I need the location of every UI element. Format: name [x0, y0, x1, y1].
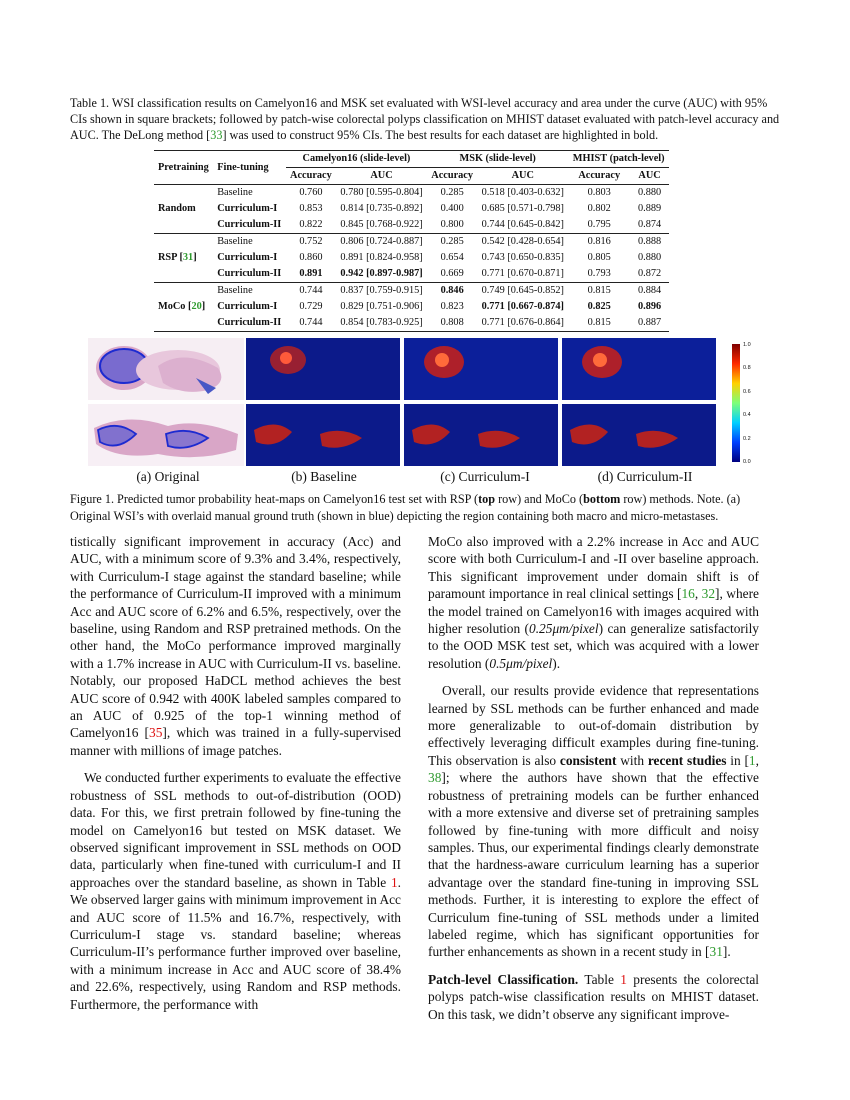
sublabel-baseline: (b) Baseline	[291, 469, 357, 484]
colorbar	[732, 344, 740, 462]
heatmap-curriculum1-top	[404, 338, 558, 400]
table-caption: Table 1. WSI classification results on Camelyon16 and MSK set evaluated with WSI-level accuracy and area under the curve (AUC) with 95% CIs shown in square brackets; followed by patch-wise colorectal polyps classification on MHIST dataset evaluated with patch-level accuracy and AUC. The DeLong method [33] was used to construct 95% CIs. The best results for each dataset are highlighted in bold.	[70, 96, 780, 143]
table-row: Curriculum-II 0.891 0.942 [0.897-0.987] 0.669 0.771 [0.670-0.871] 0.793 0.872	[217, 268, 662, 279]
citation-link[interactable]: 20	[191, 301, 202, 312]
citation-link[interactable]: 38	[428, 770, 442, 786]
section-heading: Patch-level Classification.	[428, 971, 579, 987]
table-row: Curriculum-I 0.729 0.829 [0.751-0.906] 0.823 0.771 [0.667-0.874] 0.825 0.896	[217, 301, 662, 312]
heatmap-curriculum2-bottom	[562, 404, 716, 466]
citation-link[interactable]: 16	[681, 586, 695, 602]
paragraph: Overall, our results provide evidence that representations learned by SSL methods can be further enhanced and made more generalizable to out-of-domain distribution by effectively leveraging difficult examples during fine-tuning. This observation is also consistent with recent studies in [1, 38]; where the authors have shown that the effective robustness of pretraining models can be further enhanced with a more extensive and diverse set of pretraining samples followed by fine-tuning with more difficult and noisy samples. Thus, our experimental findings clearly demonstrate that the hardness-aware curriculum learning has a superior advantage over the standard fine-tuning in improving SSL methods. Further, it is interesting to explore the effect of Curriculum fine-tuning of SSL methods under a limited labeled regime, which has significant opportunities for further enhancements as shown in a recent study in [31].	[428, 683, 759, 960]
heatmap-curriculum2-top	[562, 338, 716, 400]
heatmap-baseline-bottom	[246, 404, 400, 466]
results-table: Pretraining Fine-tuning Camelyon16 (slide-level) MSK (slide-level) MHIST (patch-level) Accuracy AUC Accuracy AUC Accuracy AUC Random Baseline 0.760 0.780 [0.595-0.804] 0.285 0.518 [0.403-0.632] 0.803 0.880 Curriculum-I 0.853 0.814 [0.735-0.892] 0.400 0.685 [0.571-0.798] 0.802 0.889 Curriculum-II 0.822 0.845 [0.768-0.922] 0.800 0.744 [0.645-0.842] 0.795 0.874 RSP [31] Baseline 0.752 0.806 [0.724-0.887] 0.285 0.542 [0.428-0.654] 0.816 0.888 Curriculum-I 0.860 0.891 [0.824-0.958] 0.654 0.743 [0.650-0.835] 0.805 0.880 Curriculum-II 0.891 0.942 [0.897-0.987] 0.669 0.771 [0.670-0.871] 0.793 0.872 MoCo [20] Baseline 0.744 0.837 [0.759-0.915] 0.846 0.749 [0.645-0.852] 0.815 0.884 Curriculum-I 0.729 0.829 [0.751-0.906] 0.823 0.771 [0.667-0.874] 0.825 0.896 Curriculum-II 0.744 0.854 [0.783-0.925] 0.808 0.771 [0.676-0.864] 0.815 0.887	[154, 150, 669, 332]
table-row: Curriculum-I 0.853 0.814 [0.735-0.892] 0.400 0.685 [0.571-0.798] 0.802 0.889	[217, 203, 662, 214]
citation-link[interactable]: 33	[210, 128, 223, 143]
citation-link[interactable]: 32	[701, 586, 716, 602]
pretraining-moco: MoCo [20]	[154, 283, 213, 332]
sublabel-original: (a) Original	[136, 469, 200, 484]
citation-link[interactable]: 31	[709, 944, 723, 960]
left-column	[70, 533, 401, 1023]
header-mhist: MHIST (patch-level)	[568, 151, 669, 168]
citation-link[interactable]: 1	[748, 752, 756, 768]
paragraph: MoCo also improved with a 2.2% increase in Acc and AUC score with both Curriculum-I and -II over baseline approach. This significant improvement under domain shift is of paramount importance in real clinical settings [16, 32], where the model trained on Camelyon16 with images acquired with higher resolution (0.25μm/pixel) can generalize satisfactorily to the OOD MSK test set, which was acquired with a lower resolution (0.5μm/pixel).	[428, 534, 759, 671]
pretraining-random: Random	[154, 185, 213, 234]
header-camelyon16: Camelyon16 (slide-level)	[286, 151, 427, 168]
pretraining-rsp: RSP [31]	[154, 234, 213, 283]
table-row: RSP [31] Baseline 0.752 0.806 [0.724-0.887] 0.285 0.542 [0.428-0.654] 0.816 0.888	[154, 234, 669, 251]
citation-link[interactable]: 31	[182, 252, 194, 263]
header-finetuning: Fine-tuning	[213, 151, 286, 185]
right-column	[428, 533, 759, 1033]
figure-caption: Figure 1. Predicted tumor probability heat-maps on Camelyon16 test set with RSP (top row) and MoCo (bottom row) methods. Note. (a) Original WSI’s with overlaid manual ground truth (shown in blue) depicting the region containing both macro and micro-metastases.	[70, 492, 741, 523]
heatmap-curriculum1-bottom	[404, 404, 558, 466]
table-row: MoCo [20] Baseline 0.744 0.837 [0.759-0.915] 0.846 0.749 [0.645-0.852] 0.815 0.884	[154, 283, 669, 300]
table-row: Curriculum-I 0.860 0.891 [0.824-0.958] 0.654 0.743 [0.650-0.835] 0.805 0.880	[217, 252, 662, 263]
paragraph: We conducted further experiments to evaluate the effective robustness of SSL methods to out-of-distribution (OOD) data. For this, we first pretrain followed by fine-tuning the model on Camelyon16 but tested on MSK dataset. We observed significant improvement in SSL methods on OOD data, particularly when fine-tuned with curriculum-I and II approaches over the standard baseline, as shown in Table 1. We observed larger gains with minimum improvement in Acc and AUC score of 11.5% and 16.7%, respectively, with Curriculum-I stage vs. standard baseline; whereas Curriculum-II’s performance further improved over baseline, with a minimum increase in Acc and AUC score of 38.4% and 22.6%, respectively, using Random and RSP methods. Furthermore, the performance with	[70, 770, 401, 1012]
sublabel-curriculum-i: (c) Curriculum-I	[440, 469, 530, 484]
sublabel-curriculum-ii: (d) Curriculum-II	[597, 469, 693, 484]
original-wsi-bottom	[88, 404, 244, 466]
table-reference-link[interactable]: 1	[620, 971, 627, 987]
header-pretraining: Pretraining	[154, 151, 213, 185]
original-wsi-top	[88, 338, 244, 400]
paragraph: Patch-level Classification. Table 1 presents the colorectal polyps patch-wise classification results on MHIST dataset. On this task, we didn’t observe any significant improve-	[428, 971, 759, 1022]
heatmap-figure: 1.0 0.8 0.6 0.4 0.2 0.0	[88, 338, 758, 468]
table-row: Random Baseline 0.760 0.780 [0.595-0.804] 0.285 0.518 [0.403-0.632] 0.803 0.880	[154, 185, 669, 202]
table-reference-link[interactable]: 1	[390, 874, 398, 890]
table-row: Curriculum-II 0.822 0.845 [0.768-0.922] 0.800 0.744 [0.645-0.842] 0.795 0.874	[217, 219, 662, 230]
heatmap-baseline-top	[246, 338, 400, 400]
citation-link[interactable]: 35	[149, 725, 163, 741]
header-msk: MSK (slide-level)	[427, 151, 568, 168]
paragraph: tistically significant improvement in accuracy (Acc) and AUC, with a minimum score of 9.3% and 3.4%, respectively, with Curriculum-I stage against the standard baseline; while the performance of Curriculum-II improved with a minimum Acc and AUC score of 6.2% and 6.5%, respectively, over the baseline, using Random and RSP pretrained methods. On the other hand, the MoCo performance improved marginally with a 1.7% increase in AUC with Curriculum-II vs. baseline. Notably, our proposed HaDCL method achieves the best AUC score of 0.942 with 400K labeled samples compared to an AUC of 0.925 of the top-1 winning method of Camelyon16 [35], which was trained in a fully-supervised manner with millions of image patches.	[70, 534, 401, 758]
table-row: Curriculum-II 0.744 0.854 [0.783-0.925] 0.808 0.771 [0.676-0.864] 0.815 0.887	[154, 315, 669, 332]
